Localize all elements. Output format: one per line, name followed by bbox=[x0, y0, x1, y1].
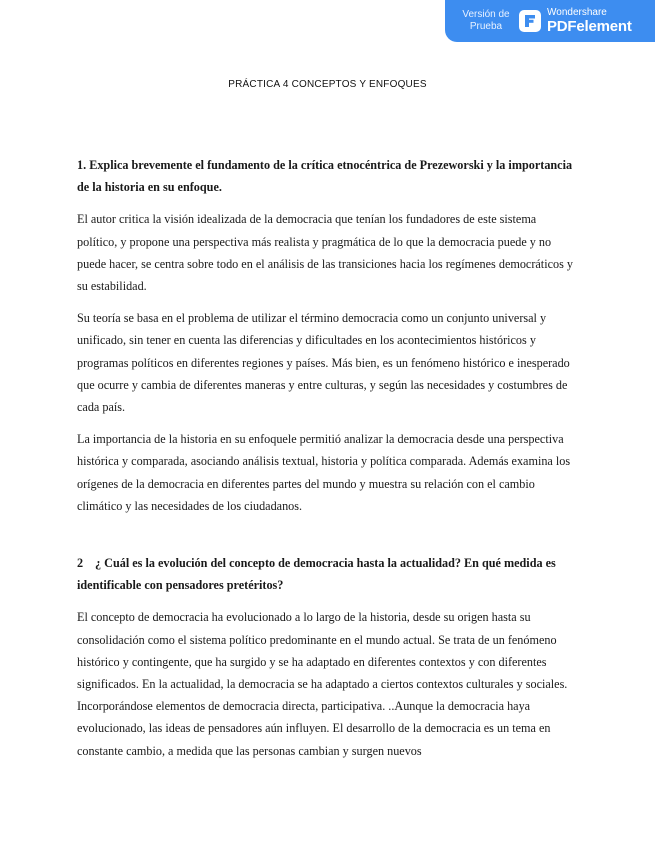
document-body bbox=[77, 154, 577, 772]
answer-1-paragraph-3: La importancia de la historia en su enfoquele permitió analizar la democracia desde una perspectiva histórica y comparada, asociando análisis textual, historia y política comparada. Además examina los orígenes de la democracia en diferentes partes del mundo y muestra su relación con el cambio climático y las necesidades de los ciudadanos. bbox=[77, 432, 571, 513]
brand-name bbox=[547, 8, 632, 34]
question-1: 1. Explica brevemente el fundamento de la crítica etnocéntrica de Prezeworski y la importancia de la historia en su enfoque. bbox=[77, 158, 573, 195]
trial-line-1: Versión de bbox=[462, 9, 510, 20]
answer-1-paragraph-2: Su teoría se basa en el problema de utilizar el término democracia como un conjunto universal y unificado, sin tener en cuenta las diferencias y dificultades en los acontecimientos históricos y programas políticos en diferentes regiones y países. Más bien, es un fenómeno histórico e inesperado que ocurre y cambia de diferentes maneras y entre culturas, y según las necesidades y costumbres de cada país. bbox=[77, 311, 570, 415]
brand-product: PDFelement bbox=[547, 18, 632, 35]
document-title: PRÁCTICA 4 CONCEPTOS Y ENFOQUES bbox=[228, 79, 427, 90]
trial-version-label bbox=[459, 9, 513, 33]
brand-company: Wondershare bbox=[547, 7, 607, 18]
question-2-number: 2 bbox=[77, 556, 84, 571]
question-2-text: ¿ Cuál es la evolución del concepto de democracia hasta la actualidad? En qué medida es identificable con pensadores pretéritos? bbox=[77, 556, 556, 593]
answer-1-paragraph-1: El autor critica la visión idealizada de la democracia que tenían los fundadores de este sistema político, y propone una perspectiva más realista y pragmática de lo que la democracia puede y no puede hacer, se centra sobre todo en el análisis de las transiciones hacia los regímenes democráticos y su estabilidad. bbox=[77, 212, 573, 294]
pdfelement-logo-icon bbox=[519, 10, 541, 32]
answer-2-paragraph-1: El concepto de democracia ha evolucionado a lo largo de la historia, desde su origen hasta su consolidación como el sistema político predominante en el mundo actual. Se trata de un fenómeno histórico y contingente, que ha surgido y se ha adaptado en diferentes contextos y con diferentes significados. En la actualidad, la democracia se ha adaptado a ciertos contextos culturales y sociales. Incorporándose elementos de democracia directa, participativa. ..Aunque la democracia haya evolucionado, las ideas de pensadores aún influyen. El desarrollo de la democracia es un tema en constante cambio, a medida que las personas cambian y surgen nuevos bbox=[77, 610, 568, 758]
trial-line-2: Prueba bbox=[469, 21, 503, 32]
question-2 bbox=[77, 552, 577, 596]
pdfelement-trial-watermark[interactable] bbox=[445, 0, 655, 42]
